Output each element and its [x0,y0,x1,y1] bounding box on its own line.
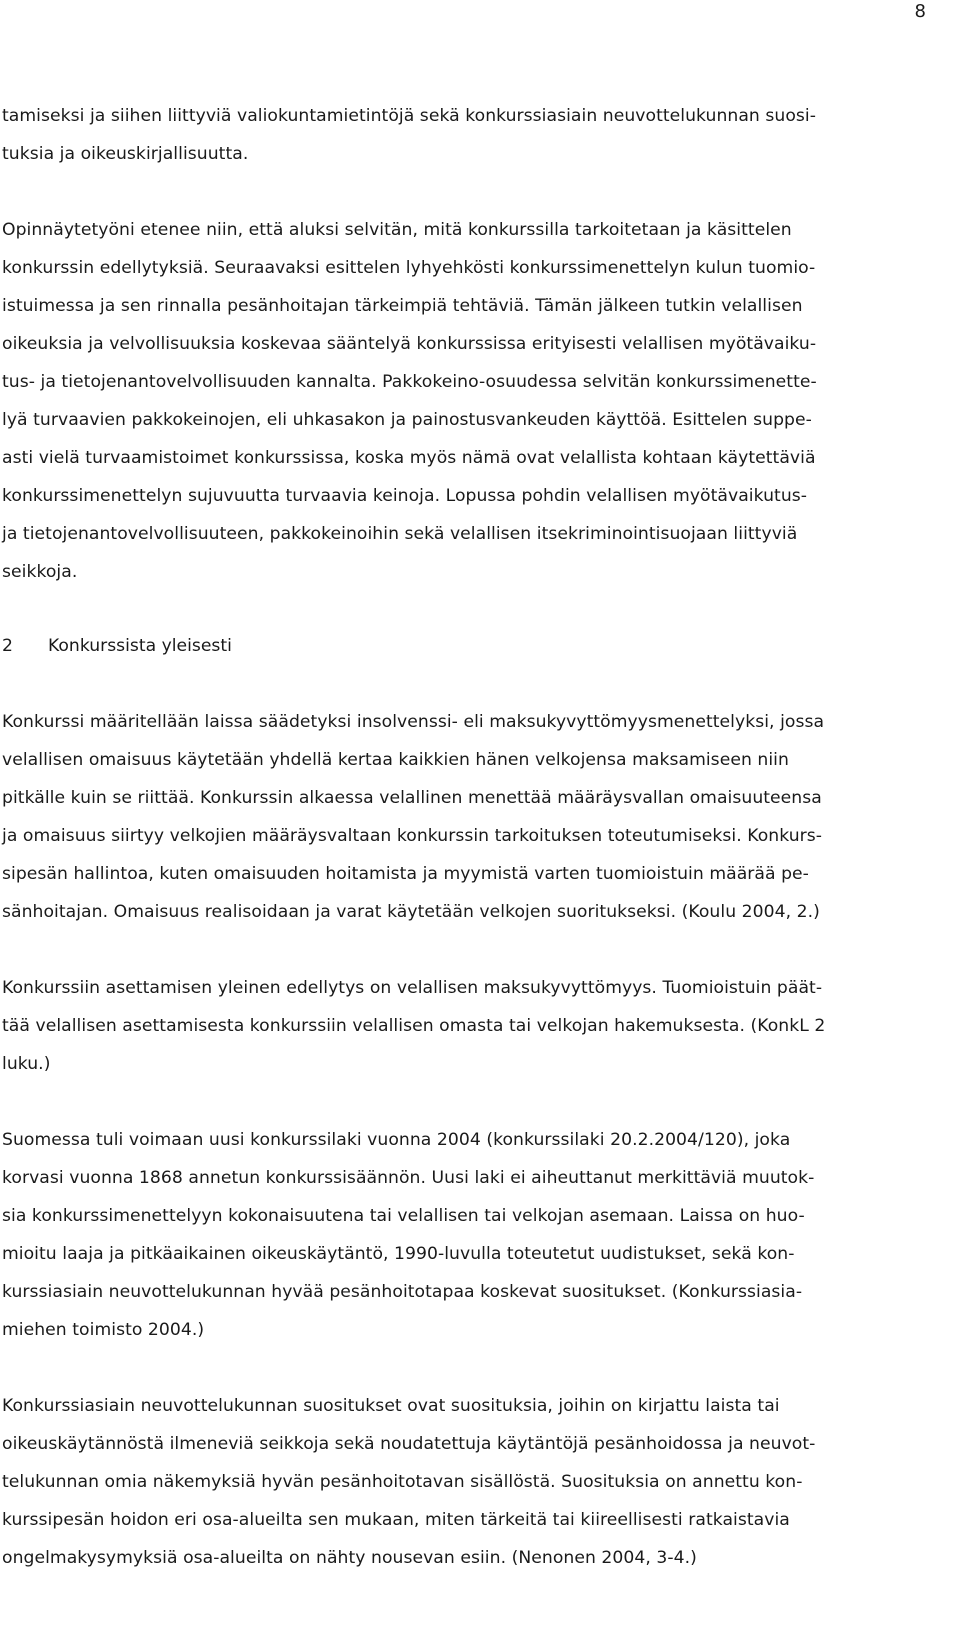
text-line: seikkoja. [2,562,78,582]
text-line: Konkurssiin asettamisen yleinen edellytys on velallisen maksukyvyttömyys. Tuomioistuin päät- [2,978,823,998]
text-line: tamiseksi ja siihen liittyviä valiokuntamietintöjä sekä konkurssiasiain neuvottelukunnan suosi- [2,106,816,126]
text-line: Opinnäytetyöni etenee niin, että aluksi selvitän, mitä konkurssilla tarkoitetaan ja käsittelen [2,220,792,240]
text-line: sänhoitajan. Omaisuus realisoidaan ja varat käytetään velkojen suoritukseksi. (Koulu 2004, 2.) [2,902,820,922]
text-line: asti vielä turvaamistoimet konkurssissa, koska myös nämä ovat velallista kohtaan käytettäviä [2,448,816,468]
text-line: tus- ja tietojenantovelvollisuuden kannalta. Pakkokeino-osuudessa selvitän konkurssimenette- [2,372,817,392]
page-number: 8 [914,1,926,22]
text-line: ja tietojenantovelvollisuuteen, pakkokeinoihin sekä velallisen itsekriminointisuojaan liittyviä [2,524,798,544]
text-line: Konkurssiasiain neuvottelukunnan suositukset ovat suosituksia, joihin on kirjattu laista tai [2,1396,780,1416]
text-line: istuimessa ja sen rinnalla pesänhoitajan tärkeimpiä tehtäviä. Tämän jälkeen tutkin velallisen [2,296,803,316]
text-line: oikeuksia ja velvollisuuksia koskevaa sääntelyä konkurssissa erityisesti velallisen myötävaiku- [2,334,817,354]
text-line: luku.) [2,1054,51,1074]
text-line: kurssiasiain neuvottelukunnan hyvää pesänhoitotapaa koskevat suositukset. (Konkurssiasia- [2,1282,803,1302]
text-line: sia konkurssimenettelyyn kokonaisuutena tai velallisen tai velkojan asemaan. Laissa on huo- [2,1206,805,1226]
text-line: korvasi vuonna 1868 annetun konkurssisäännön. Uusi laki ei aiheuttanut merkittäviä muutok- [2,1168,815,1188]
section-title: Konkurssista yleisesti [48,636,232,656]
text-line: Suomessa tuli voimaan uusi konkurssilaki vuonna 2004 (konkurssilaki 20.2.2004/120), joka [2,1130,791,1150]
text-line: ongelmakysymyksiä osa-alueilta on nähty nousevan esiin. (Nenonen 2004, 3-4.) [2,1548,697,1568]
text-line: mioitu laaja ja pitkäaikainen oikeuskäytäntö, 1990-luvulla toteutetut uudistukset, sekä kon- [2,1244,795,1264]
text-line: velallisen omaisuus käytetään yhdellä kertaa kaikkien hänen velkojensa maksamiseen niin [2,750,789,770]
text-line: konkurssimenettelyn sujuvuutta turvaavia keinoja. Lopussa pohdin velallisen myötävaikutus- [2,486,808,506]
text-line: kurssipesän hoidon eri osa-alueilta sen mukaan, miten tärkeitä tai kiireellisesti ratkaistavia [2,1510,790,1530]
section-number: 2 [2,636,13,656]
text-line: lyä turvaavien pakkokeinojen, eli uhkasakon ja painostusvankeuden käyttöä. Esittelen suppe- [2,410,812,430]
text-line: ja omaisuus siirtyy velkojien määräysvaltaan konkurssin tarkoituksen toteutumiseksi. Konkurs- [2,826,823,846]
text-line: tuksia ja oikeuskirjallisuutta. [2,144,249,164]
text-line: konkurssin edellytyksiä. Seuraavaksi esittelen lyhyehkösti konkurssimenettelyn kulun tuomio- [2,258,816,278]
text-line: oikeuskäytännöstä ilmeneviä seikkoja sekä noudatettuja käytäntöjä pesänhoidossa ja neuvot- [2,1434,816,1454]
text-line: tää velallisen asettamisesta konkurssiin velallisen omasta tai velkojan hakemuksesta. (KonkL 2 [2,1016,826,1036]
text-line: telukunnan omia näkemyksiä hyvän pesänhoitotavan sisällöstä. Suosituksia on annettu kon- [2,1472,803,1492]
text-line: sipesän hallintoa, kuten omaisuuden hoitamista ja myymistä varten tuomioistuin määrää pe- [2,864,809,884]
text-line: pitkälle kuin se riittää. Konkurssin alkaessa velallinen menettää määräysvallan omaisuuteensa [2,788,822,808]
text-line: Konkurssi määritellään laissa säädetyksi insolvenssi- eli maksukyvyttömyysmenettelyksi, jossa [2,712,825,732]
text-line: miehen toimisto 2004.) [2,1320,205,1340]
section-heading [2,634,232,658]
